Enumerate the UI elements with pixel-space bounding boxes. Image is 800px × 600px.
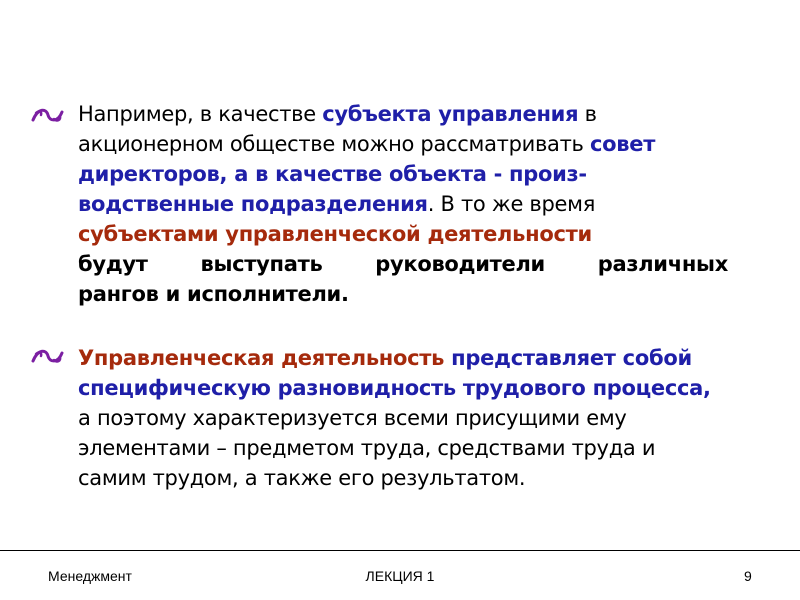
footer-page-number: 9 [744,568,752,584]
ornamental-swirl-icon [30,104,66,126]
footer-divider [0,550,800,551]
p2-highlight-activity: Управленческая деятельность [78,346,445,370]
p1-text-2: в акционерном обществе можно рассматривать [78,102,597,156]
footer-course-title: Менеджмент [48,568,132,584]
p1-text-5: рангов и исполнители. [78,282,349,306]
p1-highlight-board: совет директоров, а в качестве объекта - произ-водственные подразделения [78,132,656,216]
p2-highlight-process: представляет собой специфическую разновидность трудового процесса, [78,346,711,400]
p1-highlight-subjects: субъектами управленческой деятельности [78,222,592,246]
p1-text-4: будут выступать руководители различных [78,252,728,276]
ornamental-swirl-icon [30,345,66,367]
footer-lecture-label: ЛЕКЦИЯ 1 [365,568,435,584]
paragraph-2 [78,343,728,493]
p2-text-1: а поэтому характеризуется всеми присущими ему элементами – предметом труда, средствами труда и самим трудом, а также его результатом. [78,406,656,490]
paragraph-1 [78,99,728,309]
p1-highlight-subject: субъекта управления [322,102,579,126]
p1-text-1: Например, в качестве [78,102,323,126]
p1-text-3: . В то же время [427,192,596,216]
